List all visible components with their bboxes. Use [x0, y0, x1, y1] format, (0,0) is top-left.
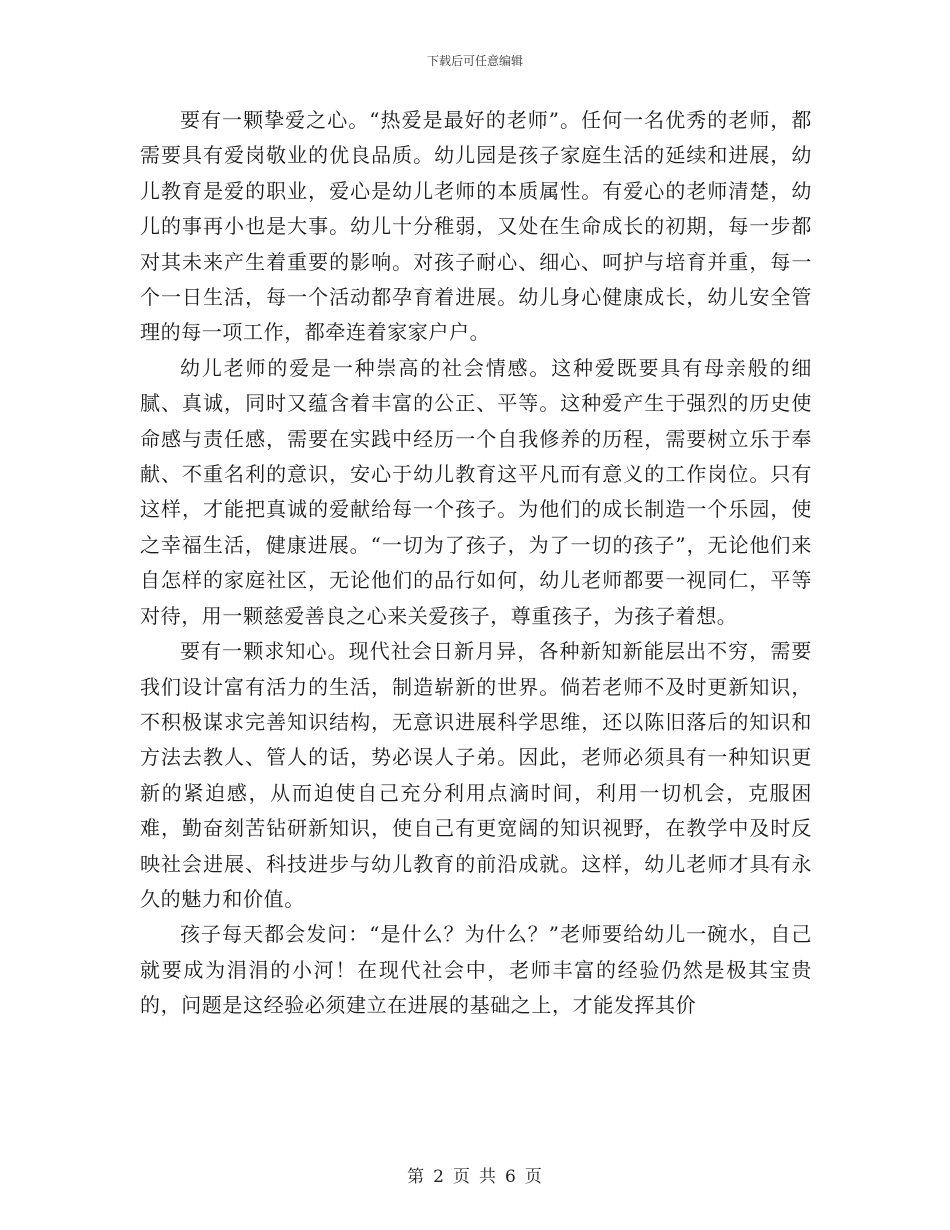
- footer-total-word: 共: [479, 1167, 497, 1187]
- footer-suffix: 页: [524, 1167, 543, 1187]
- footer-prefix: 第: [407, 1167, 426, 1187]
- page-header: 下载后可任意编辑: [426, 54, 523, 68]
- paragraph-1: 要有一颗挚爱之心。“热爱是最好的老师”。任何一名优秀的老师，都需要具有爱岗敬业的优良品质。幼儿园是孩子家庭生活的延续和进展，幼儿教育是爱的职业，爱心是幼儿老师的本质属性。有爱心的老师清楚，幼儿的事再小也是大事。幼儿十分稚弱，又处在生命成长的初期，每一步都对其未来产生着重要的影响。对孩子耐心、细心、呵护与培育并重，每一个一日生活，每一个活动都孕育着进展。幼儿身心健康成长，幼儿安全管理的每一项工作，都牵连着家家户户。: [140, 108, 812, 345]
- paragraph-3: 要有一颗求知心。现代社会日新月异，各种新知新能层出不穷，需要我们设计富有活力的生活，制造崭新的世界。倘若老师不及时更新知识，不积极谋求完善知识结构，无意识进展科学思维，还以陈旧落后的知识和方法去教人、管人的话，势必误人子弟。因此，老师必须具有一种知识更新的紧迫感，从而迫使自己充分利用点滴时间，利用一切机会，克服困难，勤奋刻苦钻研新知识，使自己有更宽阔的知识视野，在教学中及时反映社会进展、科技进步与幼儿教育的前沿成就。这样，幼儿老师才具有永久的魅力和价值。: [140, 639, 812, 911]
- paragraph-2: 幼儿老师的爱是一种崇高的社会情感。这种爱既要具有母亲般的细腻、真诚，同时又蕴含着丰富的公正、平等。这种爱产生于强烈的历史使命感与责任感，需要在实践中经历一个自我修养的历程，需要树立乐于奉献、不重名利的意识，安心于幼儿教育这平凡而有意义的工作岗位。只有这样，才能把真诚的爱献给每一个孩子。为他们的成长制造一个乐园，使之幸福生活，健康进展。“一切为了孩子，为了一切的孩子”，无论他们来自怎样的家庭社区，无论他们的品行如何，幼儿老师都要一视同仁，平等对待，用一颗慈爱善良之心来关爱孩子，尊重孩子，为孩子着想。: [140, 355, 812, 628]
- total-pages-number: 6: [505, 1167, 517, 1187]
- current-page-number: 2: [433, 1167, 445, 1187]
- footer-page-word: 页: [453, 1167, 471, 1187]
- paragraph-4: 孩子每天都会发问：“是什么？为什么？”老师要给幼儿一碗水，自己就要成为涓涓的小河！在现代社会中，老师丰富的经验仍然是极其宝贵的，问题是这经验必须建立在进展的基础之上，才能发挥其价: [140, 922, 812, 1018]
- document-body: [140, 103, 812, 1024]
- page-footer: [0, 1162, 950, 1187]
